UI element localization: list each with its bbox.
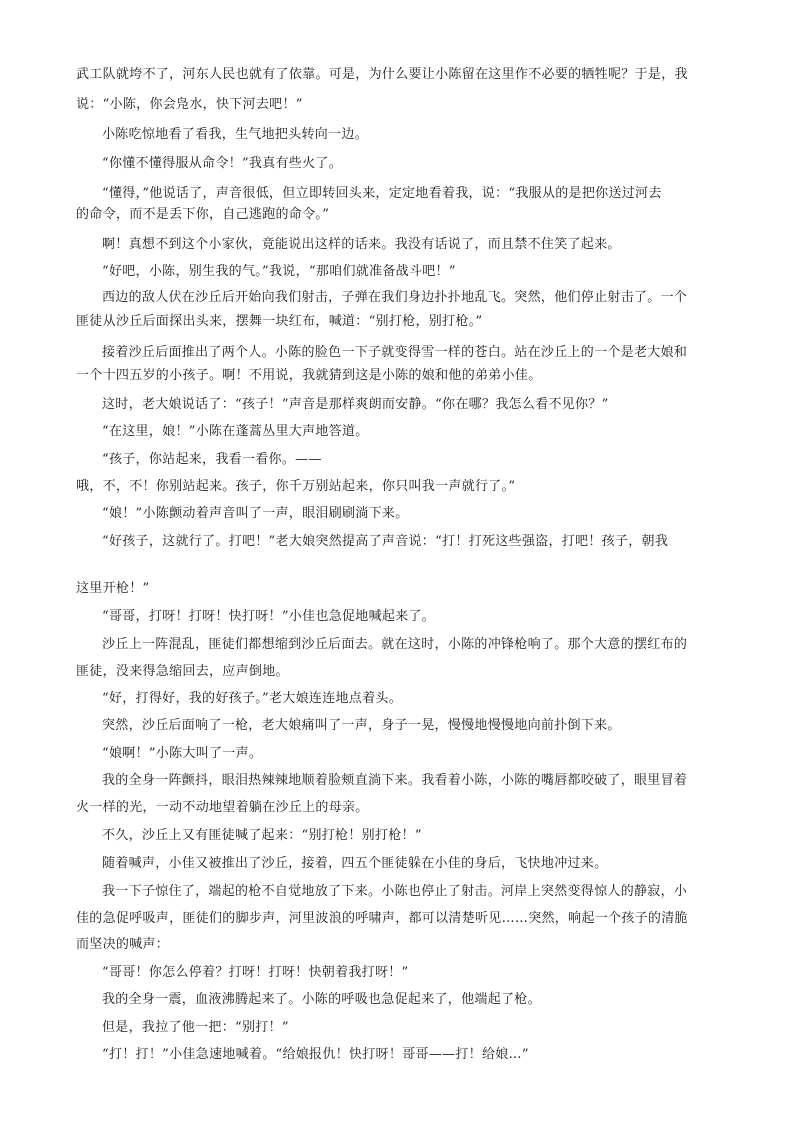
text-line: 我一下子惊住了，端起的枪不自觉地放了下来。小陈也停止了射击。河岸上突然变得惊人的静寂，小 [102,884,688,899]
text-line: 佳的急促呼吸声，匪徒们的脚步声，河里波浪的呼啸声，都可以清楚听见……突然，响起一个孩子的清脆 [76,911,688,926]
text-line: 沙丘上一阵混乱，匪徒们都想缩到沙丘后面去。就在这时，小陈的冲锋枪响了。那个大意的摆红布的 [102,637,688,652]
text-line: “你懂不懂得服从命令！”我真有些火了。 [102,156,342,171]
text-line: “娘啊！”小陈大叫了一声。 [102,746,263,761]
text-line: “好孩子，这就行了。打吧！”老大娘突然提高了声音说：“打！打死这些强盗，打吧！孩子，朝我 [102,534,669,549]
text-line: “好，打得好，我的好孩子。”老大娘连连地点着头。 [102,691,402,706]
text-line: 说：“小陈，你会凫水，快下河去吧！” [76,97,303,112]
text-line: 小陈吃惊地看了看我，生气地把头转向一边。 [102,127,369,142]
text-line: 不久，沙丘上又有匪徒喊了起来：“别打枪！别打枪！” [102,828,422,843]
text-line: “哥哥，打呀！打呀！快打呀！”小佳也急促地喊起来了。 [102,609,436,624]
text-line: 一个十四五岁的小孩子。啊！不用说，我就猜到这是小陈的娘和他的弟弟小佳。 [76,368,542,383]
text-line: 这时，老大娘说话了：“孩子！”声音是那样爽朗而安静。“你在哪？我怎么看不见你？” [102,397,609,412]
text-line: “哥哥！你怎么停着？打呀！打呀！快朝着我打呀！” [102,965,409,980]
text-line: 的命令，而不是丢下你，自己逃跑的命令。” [76,207,330,222]
text-line: 我的全身一阵颤抖，眼泪热辣辣地顺着脸颊直淌下来。我看着小陈，小陈的嘴唇都咬破了，眼里冒着 [102,773,688,788]
text-line: “打！打！”小佳急速地喊着。“给娘报仇！快打呀！哥哥——打！给娘…” [102,1047,529,1062]
text-line: 匪徒，没来得急缩回去，应声倒地。 [76,664,289,679]
text-line: “好吧，小陈，别生我的气。”我说，“那咱们就准备战斗吧！” [102,264,456,279]
text-line: 这里开枪！” [76,581,150,596]
text-line: 接着沙丘后面推出了两个人。小陈的脸色一下子就变得雪一样的苍白。站在沙丘上的一个是老大娘和 [102,345,688,360]
text-line: 匪徒从沙丘后面探出头来，摆舞一块红布，喊道：“别打枪，别打枪。” [76,314,483,329]
text-line: 哦，不，不！你别站起来。孩子，你千万别站起来，你只叫我一声就行了。” [76,479,516,494]
text-line: “孩子，你站起来，我看一看你。—— [102,452,322,467]
text-line: 但是，我拉了他一把：“别打！” [102,1020,289,1035]
text-line: 随着喊声，小佳又被推出了沙丘，接着，四五个匪徒躲在小佳的身后，飞快地冲过来。 [102,856,608,871]
text-line: “懂得，”他说话了，声音很低，但立即转回头来，定定地看着我，说：“我服从的是把你送过河去 [102,186,662,201]
text-line: 武工队就垮不了，河东人民也就有了依靠。可是，为什么要让小陈留在这里作不必要的牺牲呢？于是，我 [76,67,688,82]
text-line: 而坚决的喊声： [76,937,170,952]
text-line: 西边的敌人伏在沙丘后开始向我们射击，子弹在我们身边扑扑地乱飞。突然，他们停止射击了。一个 [102,290,688,305]
text-line: 啊！真想不到这个小家伙，竟能说出这样的话来。我没有话说了，而且禁不住笑了起来。 [102,237,621,252]
text-line: “娘！”小陈颤动着声音叫了一声，眼泪刷刷淌下来。 [102,506,409,521]
text-line: “在这里，娘！”小陈在蓬蒿丛里大声地答道。 [102,424,369,439]
text-line: 火一样的光，一动不动地望着躺在沙丘上的母亲。 [76,800,369,815]
text-line: 突然，沙丘后面响了一枪，老大娘痛叫了一声，身子一晃，慢慢地慢慢地向前扑倒下来。 [102,718,621,733]
text-line: 我的全身一震，血液沸腾起来了。小陈的呼吸也急促起来了，他端起了枪。 [102,992,541,1007]
